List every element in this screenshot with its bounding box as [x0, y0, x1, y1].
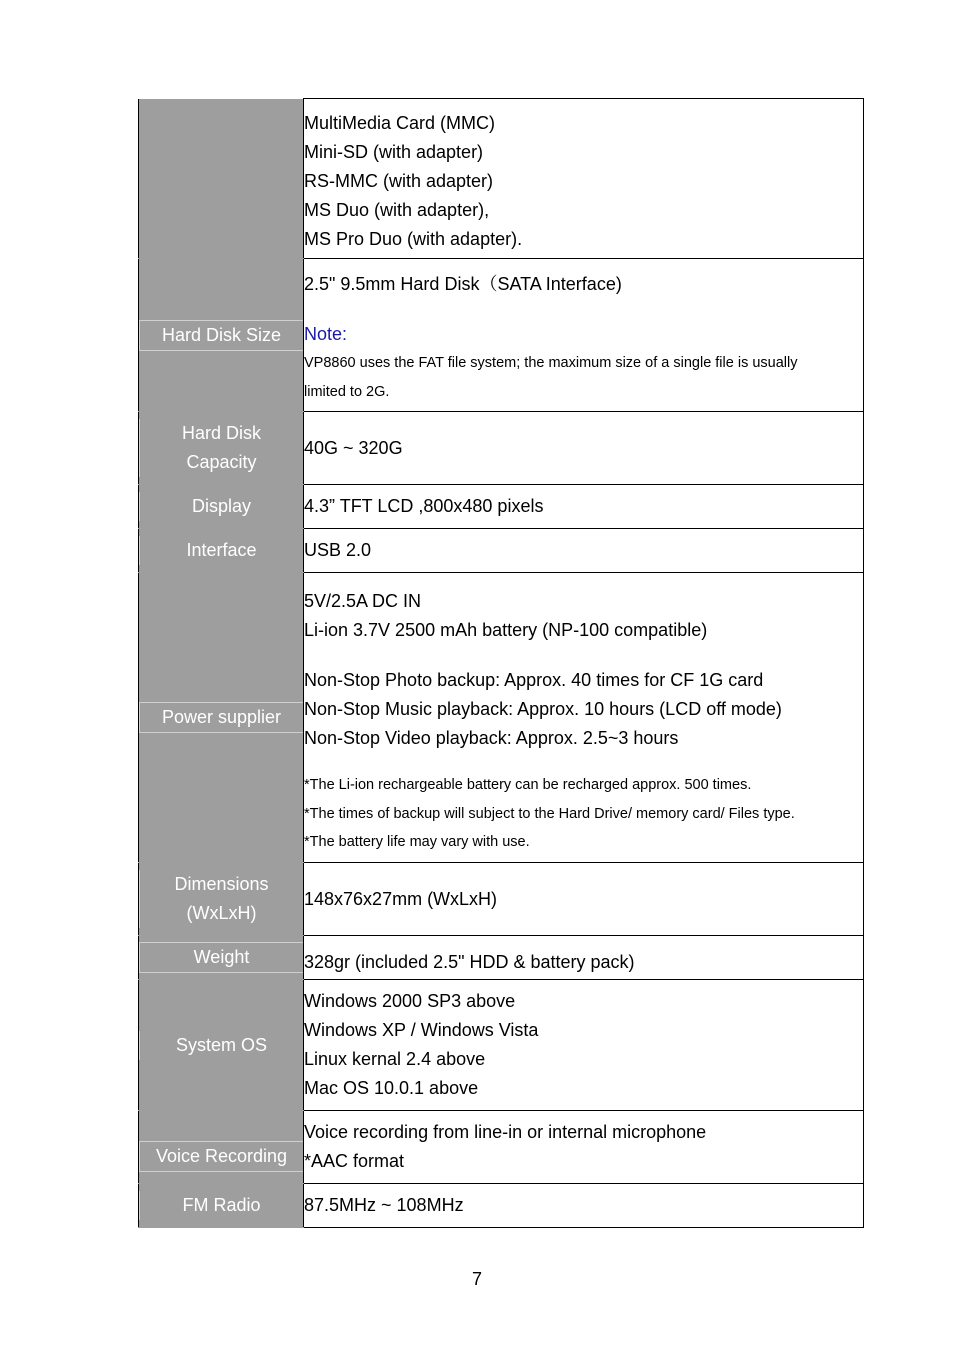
- footnote-line: *The Li-ion rechargeable battery can be recharged approx. 500 times.: [304, 777, 752, 794]
- label-line: Hard Disk: [181, 423, 261, 443]
- spec-label-hard-disk-capacity: [139, 412, 304, 485]
- note-line: limited to 2G.: [304, 383, 390, 400]
- label-text: Power supplier: [139, 702, 303, 733]
- value-line: MS Pro Duo (with adapter).: [304, 229, 523, 249]
- spec-row-fm-radio: [139, 1184, 864, 1228]
- value-line: 4.3” TFT LCD ,800x480 pixels: [304, 496, 544, 516]
- spec-row-voice-recording: [139, 1111, 864, 1184]
- value-line: 5V/2.5A DC IN: [304, 591, 422, 612]
- value-line: 87.5MHz ~ 108MHz: [304, 1195, 464, 1215]
- value-line: Non-Stop Music playback: Approx. 10 hours (LCD off mode): [304, 699, 782, 720]
- spec-label-power-supplier: [139, 573, 304, 863]
- value-line: USB 2.0: [304, 540, 372, 560]
- spacer: [304, 645, 863, 666]
- spec-label-display: [139, 485, 304, 529]
- value-line: Mini-SD (with adapter): [304, 142, 484, 162]
- label-text: Weight: [139, 942, 303, 973]
- value-line: MultiMedia Card (MMC): [304, 113, 496, 133]
- value-line: *AAC format: [304, 1151, 405, 1171]
- spacer: [304, 299, 863, 320]
- page-number: 7: [471, 1269, 482, 1289]
- spacer: [304, 753, 863, 771]
- value-line: Non-Stop Photo backup: Approx. 40 times for CF 1G card: [304, 670, 764, 691]
- value-line: 2.5" 9.5mm Hard Disk（SATA Interface): [304, 274, 622, 294]
- value-line: Linux kernal 2.4 above: [304, 1049, 486, 1069]
- spec-value-hard-disk-size: [304, 259, 864, 412]
- spec-row-interface: [139, 529, 864, 573]
- spec-value-display: [304, 485, 864, 529]
- label-text: Voice Recording: [139, 1141, 303, 1172]
- spec-value-power-supplier: [304, 573, 864, 863]
- spec-label-fm-radio: [139, 1184, 304, 1228]
- spec-row-memory-cards: [139, 99, 864, 259]
- spec-label-dimensions: [139, 863, 304, 936]
- value-line: Windows 2000 SP3 above: [304, 991, 516, 1011]
- label-text: Interface: [139, 536, 303, 565]
- label-text: [139, 870, 303, 928]
- note-line: VP8860 uses the FAT file system; the maximum size of a single file is usually: [304, 355, 798, 371]
- spec-row-dimensions: [139, 863, 864, 936]
- value-line: RS-MMC (with adapter): [304, 171, 494, 191]
- label-text: [139, 419, 303, 477]
- value-line: 328gr (included 2.5" HDD & battery pack): [304, 952, 635, 972]
- spec-label-hard-disk-size: [139, 259, 304, 412]
- spec-row-system-os: [139, 980, 864, 1111]
- value-line: Voice recording from line-in or internal microphone: [304, 1122, 707, 1142]
- spec-row-weight: [139, 936, 864, 980]
- label-text: Hard Disk Size: [139, 320, 303, 351]
- value-line: Windows XP / Windows Vista: [304, 1020, 539, 1040]
- footnote-line: *The times of backup will subject to the Hard Drive/ memory card/ Files type.: [304, 805, 795, 822]
- label-text: System OS: [139, 1031, 303, 1060]
- label-line: Dimensions: [174, 874, 269, 894]
- label-text: FM Radio: [139, 1191, 303, 1220]
- spec-value-hard-disk-capacity: [304, 412, 864, 485]
- value-line: Li-ion 3.7V 2500 mAh battery (NP-100 compatible): [304, 620, 708, 641]
- spec-value-voice-recording: [304, 1111, 864, 1184]
- value-line: Mac OS 10.0.1 above: [304, 1078, 479, 1098]
- spec-value-fm-radio: [304, 1184, 864, 1228]
- spec-label-system-os: [139, 980, 304, 1111]
- spec-label-weight: [139, 936, 304, 980]
- label-line: (WxLxH): [186, 903, 257, 923]
- value-line: 148x76x27mm (WxLxH): [304, 888, 498, 909]
- spec-value-interface: [304, 529, 864, 573]
- spec-label-interface: [139, 529, 304, 573]
- spec-label-voice-recording: [139, 1111, 304, 1184]
- spec-table: [138, 98, 864, 1228]
- spec-label-empty: [139, 99, 304, 259]
- spec-row-hard-disk-capacity: [139, 412, 864, 485]
- spec-row-power-supplier: [139, 573, 864, 863]
- value-line: 40G ~ 320G: [304, 437, 403, 458]
- value-line: Non-Stop Video playback: Approx. 2.5~3 hours: [304, 728, 679, 749]
- value-line: MS Duo (with adapter),: [304, 200, 490, 220]
- spec-row-display: [139, 485, 864, 529]
- footnote-line: *The battery life may vary with use.: [304, 834, 530, 851]
- spec-value-dimensions: [304, 863, 864, 936]
- spec-value-memory-cards: [304, 99, 864, 259]
- label-text: Display: [139, 492, 303, 521]
- spec-row-hard-disk-size: [139, 259, 864, 412]
- spec-value-system-os: [304, 980, 864, 1111]
- label-line: Capacity: [186, 452, 257, 472]
- note-label: Note:: [304, 324, 348, 344]
- spec-value-weight: [304, 936, 864, 980]
